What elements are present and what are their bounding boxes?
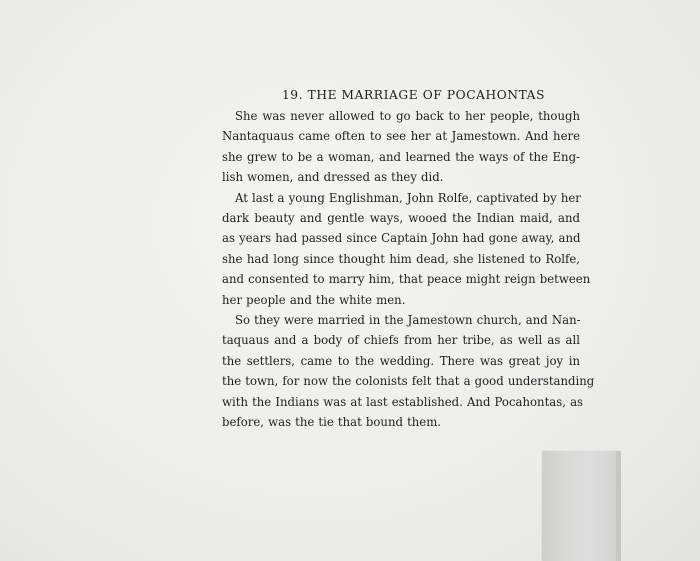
text-line: dark beauty and gentle ways, wooed the Indian maid, and bbox=[222, 211, 580, 226]
paragraph-2 bbox=[222, 188, 591, 310]
text-line: lish women, and dressed as they did. bbox=[222, 170, 444, 185]
text-line: she grew to be a woman, and learned the ways of the Eng- bbox=[222, 149, 580, 164]
text-line: taquaus and a body of chiefs from her tribe, as well as all bbox=[222, 333, 580, 348]
chapter-text bbox=[222, 87, 595, 433]
text-line: She was never allowed to go back to her people, though bbox=[235, 109, 580, 123]
paragraph-1 bbox=[222, 106, 580, 188]
text-line: as years had passed since Captain John had gone away, and bbox=[222, 231, 581, 246]
text-line: So they were married in the Jamestown church, and Nan- bbox=[235, 313, 581, 328]
text-line: her people and the white men. bbox=[222, 292, 406, 307]
text-line: with the Indians was at last established. And Pocahontas, as bbox=[222, 394, 584, 409]
text-line: At last a young Englishman, John Rolfe, captivated by her bbox=[235, 190, 581, 205]
paragraph-3 bbox=[222, 310, 595, 432]
text-line: and consented to marry him, that peace might reign between bbox=[222, 272, 591, 287]
paper-slip bbox=[543, 451, 621, 561]
text-line: she had long since thought him dead, she listened to Rolfe, bbox=[222, 251, 580, 266]
text-line: Nantaquaus came often to see her at Jamestown. And here bbox=[222, 129, 580, 144]
text-line: before, was the tie that bound them. bbox=[222, 415, 442, 430]
text-line: the town, for now the colonists felt that a good understanding bbox=[222, 374, 595, 389]
chapter-title: 19. THE MARRIAGE OF POCAHONTAS bbox=[281, 88, 546, 102]
text-line: the settlers, came to the wedding. There was great joy in bbox=[222, 353, 580, 368]
